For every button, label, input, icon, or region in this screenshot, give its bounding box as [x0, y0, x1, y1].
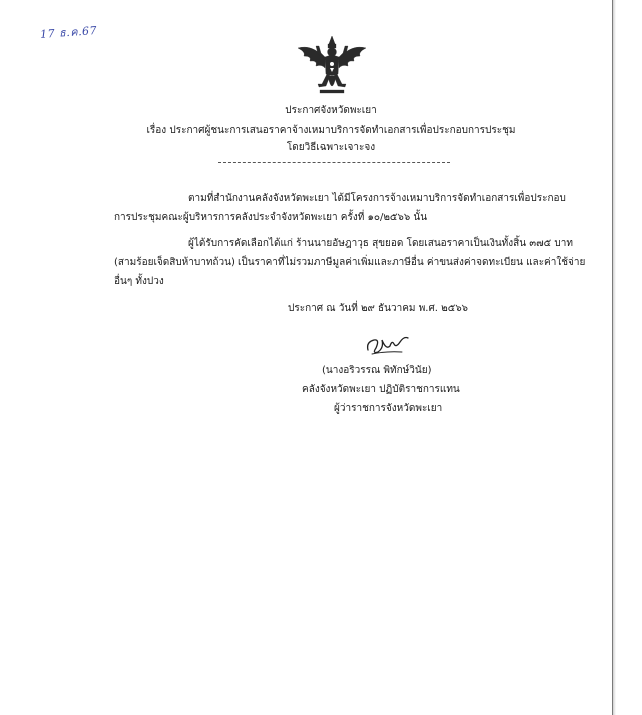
procurement-method: โดยวิธีเฉพาะเจาะจง — [286, 142, 376, 153]
signature-image — [362, 330, 410, 358]
signatory-name: (นางอริวรรณ พิทักษ์วินัย) — [322, 365, 432, 376]
paragraph-1-line-1: ตามที่สำนักงานคลังจังหวัดพะเยา ได้มีโครงการจ้างเหมาบริการจัดทำเอกสารเพื่อประกอบ — [188, 193, 566, 204]
handwritten-note: 17 ธ.ค.67 — [39, 24, 98, 41]
paragraph-1-line-2: การประชุมคณะผู้บริหารการคลังประจำจังหวัดพะเยา ครั้งที่ ๑๐/๒๕๖๖ นั้น — [114, 212, 428, 223]
announcement-title: ประกาศจังหวัดพะเยา — [285, 105, 377, 116]
announcement-date: ประกาศ ณ วันที่ ๒๙ ธันวาคม พ.ศ. ๒๕๖๖ — [288, 303, 469, 314]
signatory-authority: ผู้ว่าราชการจังหวัดพะเยา — [334, 403, 443, 414]
paragraph-2-line-1: ผู้ได้รับการคัดเลือกได้แก่ ร้านนายอัษฎาวุธ สุขยอด โดยเสนอราคาเป็นเงินทั้งสิ้น ๓๗๕ บาท — [188, 238, 573, 249]
signatory-position: คลังจังหวัดพะเยา ปฏิบัติราชการแทน — [302, 384, 460, 395]
paragraph-2-line-2: (สามร้อยเจ็ดสิบห้าบาทถ้วน) เป็นราคาที่ไม่รวมภาษีมูลค่าเพิ่มและภาษีอื่น ค่าขนส่งค่าจดทะเบียน และค่าใช้จ่าย — [114, 257, 586, 268]
garuda-emblem-icon — [292, 34, 372, 98]
paragraph-2-line-3: อื่นๆ ทั้งปวง — [114, 276, 164, 287]
dashed-divider — [218, 162, 450, 163]
announcement-subject: เรื่อง ประกาศผู้ชนะการเสนอราคาจ้างเหมาบริการจัดทำเอกสารเพื่อประกอบการประชุม — [146, 125, 516, 136]
